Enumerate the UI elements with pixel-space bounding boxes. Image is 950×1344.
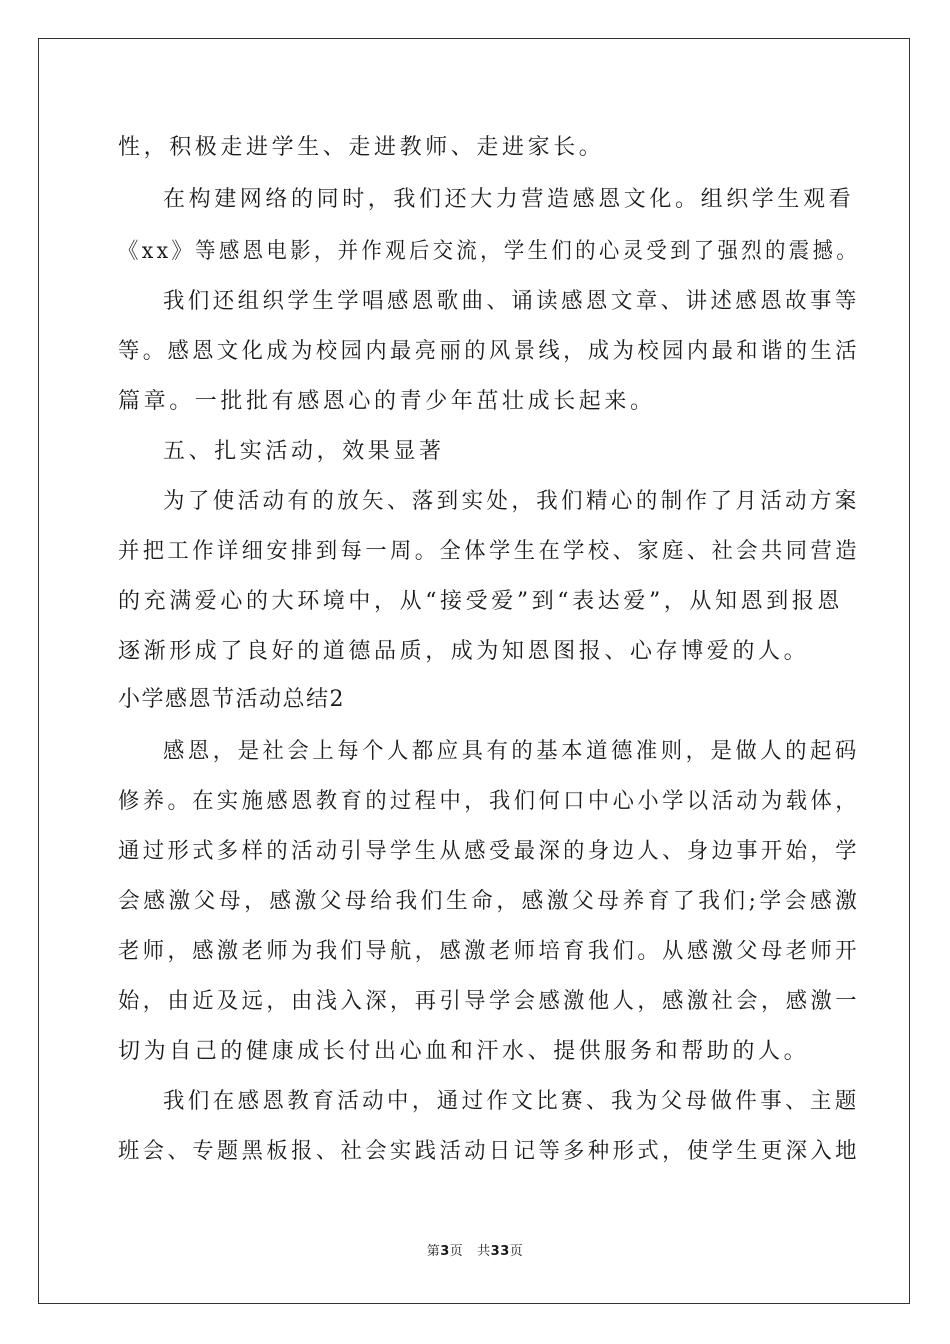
text-line: 逐渐形成了良好的道德品质，成为知恩图报、心存博爱的人。 — [118, 639, 810, 664]
text-line: 篇章。一批批有感恩心的青少年茁壮成长起来。 — [118, 389, 656, 414]
text-line: 会感激父母，感激父母给我们生命，感激父母养育了我们;学会感激 — [118, 889, 861, 914]
current-page-number: 3 — [440, 1244, 450, 1259]
text-line: 为了使活动有的放矢、落到实处，我们精心的制作了月活动方案 — [163, 489, 860, 514]
text-line: 我们还组织学生学唱感恩歌曲、诵读感恩文章、讲述感恩故事等 — [163, 289, 860, 314]
text-line: 并把工作详细安排到每一周。全体学生在学校、家庭、社会共同营造 — [118, 539, 860, 564]
text-line: 的充满爱心的大环境中，从“接受爱”到“表达爱”，从知恩到报恩 — [118, 589, 843, 614]
text-line: 班会、专题黑板报、社会实践活动日记等多种形式，使学生更深入地 — [118, 1139, 860, 1164]
section-heading: 五、扎实活动，效果显著 — [163, 439, 445, 464]
text-line: 切为自己的健康成长付出心血和汗水、提供服务和帮助的人。 — [118, 1039, 810, 1064]
document-title: 小学感恩节活动总结2 — [118, 687, 345, 712]
page-number-footer — [0, 1240, 950, 1259]
footer-suffix: 页 — [509, 1244, 524, 1259]
text-line: 《xx》等感恩电影，并作观后交流，学生们的心灵受到了强烈的震撼。 — [118, 239, 861, 264]
footer-prefix: 第 — [426, 1244, 441, 1259]
total-page-number: 33 — [490, 1244, 510, 1259]
footer-mid: 页 共 — [449, 1244, 491, 1259]
text-line: 我们在感恩教育活动中，通过作文比赛、我为父母做件事、主题 — [163, 1089, 860, 1114]
text-line: 通过形式多样的活动引导学生从感受最深的身边人、身边事开始，学 — [118, 839, 860, 864]
text-line: 始，由近及远，由浅入深，再引导学会感激他人，感激社会，感激一 — [118, 989, 860, 1014]
text-line: 老师，感激老师为我们导航，感激老师培育我们。从感激父母老师开 — [118, 939, 860, 964]
text-line: 等。感恩文化成为校园内最亮丽的风景线，成为校园内最和谐的生活 — [118, 339, 860, 364]
text-line: 感恩，是社会上每个人都应具有的基本道德准则，是做人的起码 — [163, 739, 860, 764]
text-line: 在构建网络的同时，我们还大力营造感恩文化。组织学生观看 — [163, 187, 855, 212]
text-line: 性，积极走进学生、走进教师、走进家长。 — [118, 135, 605, 160]
text-line: 修养。在实施感恩教育的过程中，我们何口中心小学以活动为载体， — [118, 789, 860, 814]
